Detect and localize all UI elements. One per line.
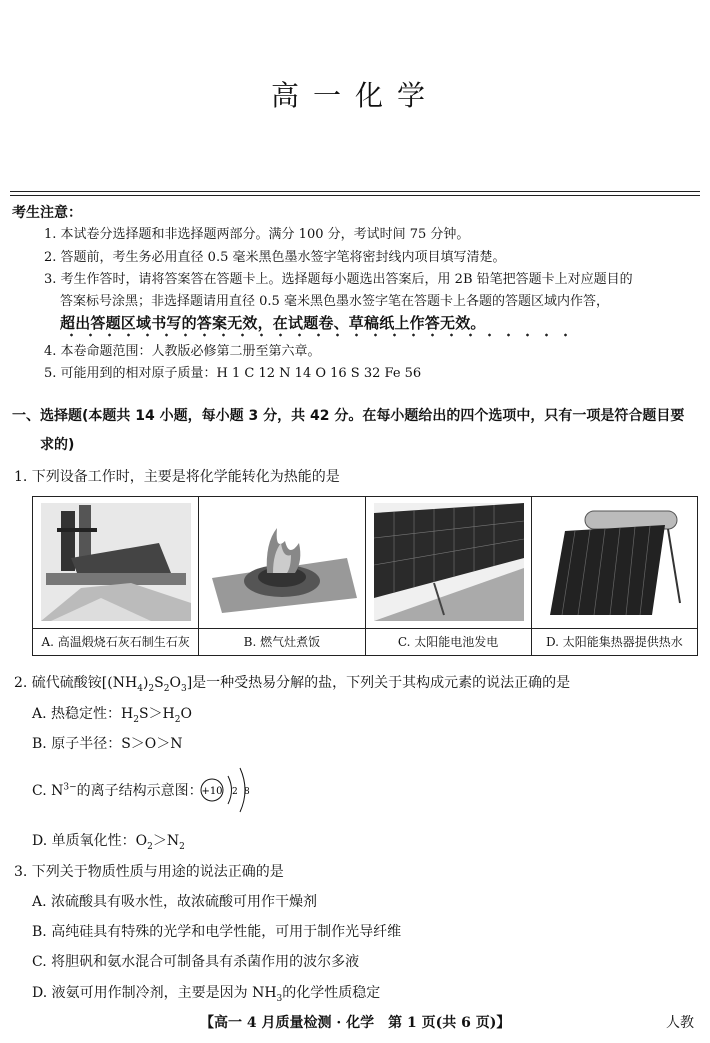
notice-item-4: 4. 本卷命题范围：人教版必修第二册至第六章。 <box>44 344 321 359</box>
limekiln-image <box>41 503 191 621</box>
svg-text:8: 8 <box>244 787 250 797</box>
question-2-option-a: A. 热稳定性：$H_2S>H_2O$ <box>32 706 192 725</box>
option-cell-d <box>532 497 697 655</box>
question-2-option-b: B. 原子半径：S＞O＞N <box>32 736 183 752</box>
notice-item-1: 1. 本试卷分选择题和非选择题两部分。满分 100 分，考试时间 75 分钟。 <box>44 227 470 242</box>
section-heading-cont: 求的) <box>40 437 75 453</box>
option-a-label: A. 高温煅烧石灰石制生石灰 <box>33 628 198 655</box>
question-3-stem: 3. 下列关于物质性质与用途的说法正确的是 <box>14 864 284 880</box>
question-3-option-b: B. 高纯硅具有特殊的光学和电学性能，可用于制作光导纤维 <box>32 924 402 940</box>
option-cell-a <box>33 497 199 655</box>
emphasis-dots <box>62 333 574 337</box>
header-rule <box>10 191 700 192</box>
solar-water-heater-image <box>540 503 690 621</box>
page-title: 高一化学 <box>270 79 439 112</box>
option-c-label: C. 太阳能电池发电 <box>366 628 531 655</box>
question-2-option-c: C. $N^{3-}$的离子结构示意图： <box>32 782 203 799</box>
notice-item-3-cont: 答案标号涂黑；非选择题请用直径 0.5 毫米黑色墨水签字笔在答题卡上各题的答题区域内作答， <box>60 294 609 309</box>
footer-edition: 人教 <box>666 1015 694 1031</box>
question-3-option-d: D. 液氨可用作制冷剂，主要是因为 $NH_3$的化学性质稳定 <box>32 985 381 1004</box>
svg-text:+10: +10 <box>201 786 223 797</box>
option-d-label: D. 太阳能集热器提供热水 <box>532 628 697 655</box>
option-b-label: B. 燃气灶煮饭 <box>199 628 364 655</box>
option-cell-c <box>366 497 532 655</box>
notice-item-3-emphasis: 超出答题区域书写的答案无效，在试题卷、草稿纸上作答无效。 <box>60 314 486 332</box>
option-cell-b <box>199 497 365 655</box>
notice-item-3: 3. 考生作答时，请将答案答在答题卡上。选择题每小题选出答案后，用 2B 铅笔把答题卡上对应题目的 <box>44 272 633 287</box>
notice-item-5: 5. 可能用到的相对原子质量：H 1 C 12 N 14 O 16 S 32 Fe 56 <box>44 366 422 381</box>
solar-panel-image <box>374 503 524 621</box>
question-3-option-c: C. 将胆矾和氨水混合可制备具有杀菌作用的波尔多液 <box>32 954 360 970</box>
question-3-option-a: A. 浓硫酸具有吸水性，故浓硫酸可用作干燥剂 <box>32 894 318 910</box>
question-2-stem: 2. 硫代硫酸铵$[(NH_4)_2S_2O_3]$是一种受热易分解的盐，下列关于其构成元素的说法正确的是 <box>14 675 571 694</box>
notice-item-2: 2. 答题前，考生务必用直径 0.5 毫米黑色墨水签字笔将密封线内项目填写清楚。 <box>44 250 506 265</box>
header-rule-thin <box>10 195 700 196</box>
notice-heading: 考生注意： <box>12 205 82 221</box>
ion-structure-diagram <box>198 764 258 816</box>
question-1-option-table <box>32 496 698 656</box>
page-footer: 【高一 4 月质量检测 · 化学 第 1 页(共 6 页)】 <box>200 1015 511 1031</box>
gas-stove-image <box>207 503 357 621</box>
section-heading: 一、选择题(本题共 14 小题，每小题 3 分，共 42 分。在每小题给出的四个选项中，只有一项是符合题目要 <box>12 408 685 424</box>
question-1-stem: 1. 下列设备工作时，主要是将化学能转化为热能的是 <box>14 469 340 485</box>
question-2-option-d: D. 单质氧化性：$O_2>N_2$ <box>32 833 185 852</box>
svg-text:2: 2 <box>232 787 238 797</box>
